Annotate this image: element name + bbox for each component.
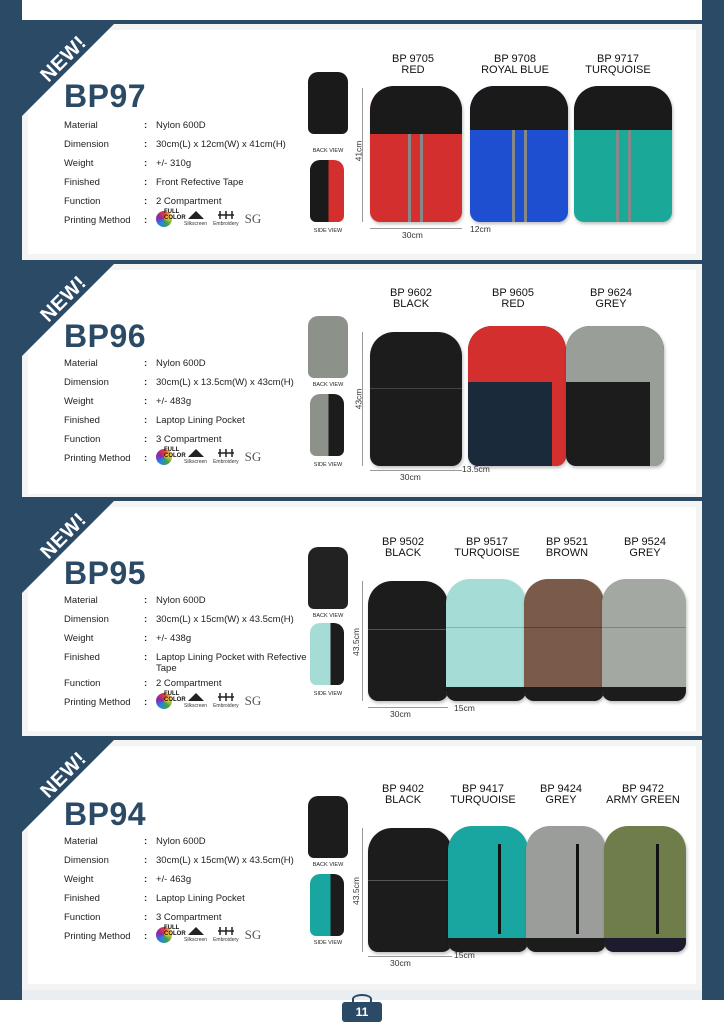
spec-colon: :	[144, 120, 148, 131]
spec-label: Function	[64, 196, 101, 207]
back-view-caption: BACK VIEW	[312, 382, 344, 388]
variant-color-name: GREY	[629, 547, 661, 559]
new-badge: NEW!	[36, 747, 91, 803]
spec-value: +/- 483g	[156, 396, 192, 407]
spec-row-dimension	[64, 614, 324, 633]
spec-colon: :	[144, 697, 148, 708]
spec-label: Material	[64, 595, 98, 606]
silkscreen-label: Silkscreen	[184, 703, 208, 709]
height-dimension: 43.5cm	[350, 877, 361, 905]
embroidery-label: Embroidery	[213, 221, 239, 227]
silkscreen-label: Silkscreen	[184, 459, 208, 465]
spec-colon: :	[144, 874, 148, 885]
full-color-label: FULL COLOR	[164, 209, 186, 221]
spec-row-material	[64, 595, 324, 614]
variant-code: BP 9521	[545, 536, 588, 548]
spec-label: Dimension	[64, 855, 109, 866]
spec-value: Laptop Lining Pocket	[156, 415, 245, 426]
spec-colon: :	[144, 396, 148, 407]
spec-label: Weight	[64, 158, 94, 169]
variant-code: BP 9605	[491, 287, 534, 299]
back-view-thumbnail	[308, 316, 348, 378]
spec-value: 30cm(L) x 12cm(W) x 41cm(H)	[156, 139, 286, 150]
spec-label: Material	[64, 120, 98, 131]
product-panel-bp95	[22, 497, 702, 741]
spec-value: +/- 438g	[156, 633, 192, 644]
spec-colon: :	[144, 893, 148, 904]
spec-colon: :	[144, 358, 148, 369]
spec-colon: :	[144, 453, 148, 464]
height-dimension-line	[362, 828, 363, 952]
spec-colon: :	[144, 415, 148, 426]
silkscreen-label: Silkscreen	[184, 221, 208, 227]
spec-colon: :	[144, 434, 148, 445]
variant-label	[460, 54, 570, 76]
variant-label	[588, 784, 698, 806]
spec-value: Front Refective Tape	[156, 177, 244, 188]
spec-colon: :	[144, 912, 148, 923]
product-panel-bp94	[22, 736, 702, 990]
depth-dimension: 15cm	[454, 703, 475, 713]
back-view-thumbnail	[308, 72, 348, 134]
silkscreen-icon	[184, 209, 207, 227]
width-dimension-line	[368, 707, 448, 708]
variant-color-name: RED	[501, 298, 525, 310]
variant-label	[358, 54, 468, 76]
spec-colon: :	[144, 614, 148, 625]
spec-value: 3 Compartment	[156, 434, 222, 445]
spec-table	[64, 595, 324, 716]
spec-value: +/- 463g	[156, 874, 192, 885]
variant-color-name: ARMY GREEN	[606, 794, 680, 806]
full-color-print-icon	[156, 691, 186, 709]
spec-colon: :	[144, 652, 148, 663]
backpack-image	[368, 828, 452, 952]
page-number: 11	[342, 1002, 382, 1022]
spec-row-material	[64, 836, 324, 855]
backpack-image	[604, 826, 686, 952]
spec-value: 2 Compartment	[156, 678, 222, 689]
variant-color-name: RED	[401, 64, 425, 76]
spec-colon: :	[144, 139, 148, 150]
full-color-print-icon	[156, 925, 186, 943]
height-dimension: 43.5cm	[350, 628, 361, 656]
spec-colon: :	[144, 678, 148, 689]
backpack-image	[370, 332, 462, 466]
side-view-thumbnail	[310, 160, 344, 222]
model-title: BP97	[64, 78, 147, 114]
variant-color-name: TURQUOISE	[450, 794, 516, 806]
width-dimension: 30cm	[390, 958, 411, 968]
side-view-thumbnail	[310, 874, 344, 936]
spec-row-finished	[64, 893, 324, 912]
spec-colon: :	[144, 855, 148, 866]
variant-code: BP 9417	[461, 783, 504, 795]
spec-row-weight	[64, 633, 324, 652]
spec-row-printing	[64, 447, 324, 472]
backpack-image	[566, 326, 664, 466]
width-dimension: 30cm	[402, 230, 423, 240]
printing-methods	[156, 447, 261, 465]
model-title: BP95	[64, 555, 147, 591]
side-view-thumbnail	[310, 394, 344, 456]
full-color-label: FULL COLOR	[164, 925, 186, 937]
variant-code: BP 9424	[539, 783, 582, 795]
depth-dimension: 12cm	[470, 224, 491, 234]
spec-value: +/- 310g	[156, 158, 192, 169]
new-badge: NEW!	[36, 31, 91, 87]
side-view-caption: SIDE VIEW	[313, 462, 343, 468]
back-view-thumbnail	[308, 547, 348, 609]
width-dimension: 30cm	[400, 472, 421, 482]
width-dimension-line	[368, 956, 452, 957]
side-view-caption: SIDE VIEW	[313, 691, 343, 697]
variant-color-name: BROWN	[545, 547, 589, 559]
side-view-caption: SIDE VIEW	[313, 228, 343, 234]
silkscreen-icon	[184, 691, 207, 709]
back-view-caption: BACK VIEW	[312, 613, 344, 619]
width-dimension-line	[370, 470, 462, 471]
variant-code: BP 9517	[465, 536, 508, 548]
variant-code: BP 9717	[596, 53, 639, 65]
spec-colon: :	[144, 633, 148, 644]
sg-logo: SG	[244, 927, 262, 942]
spec-row-finished	[64, 177, 324, 196]
variant-color-name: BLACK	[384, 794, 422, 806]
height-dimension: 43cm	[353, 388, 364, 410]
spec-value: 2 Compartment	[156, 196, 222, 207]
embroidery-icon	[213, 209, 239, 227]
spec-label: Finished	[64, 177, 100, 188]
variant-label	[590, 537, 700, 559]
height-dimension-line	[362, 581, 363, 701]
spec-row-printing	[64, 691, 324, 716]
spec-label: Weight	[64, 874, 94, 885]
backpack-image	[446, 579, 526, 701]
depth-dimension: 15cm	[454, 950, 475, 960]
spec-label: Weight	[64, 633, 94, 644]
backpack-image	[470, 86, 568, 222]
backpack-image	[370, 86, 462, 222]
embroidery-label: Embroidery	[213, 459, 239, 465]
spec-value: Laptop Lining Pocket	[156, 893, 245, 904]
right-border	[702, 0, 724, 1000]
side-view-thumbnail	[310, 623, 344, 685]
side-view-caption: SIDE VIEW	[313, 940, 343, 946]
spec-table	[64, 120, 324, 234]
width-dimension: 30cm	[390, 709, 411, 719]
variant-code: BP 9708	[493, 53, 536, 65]
variant-code: BP 9602	[389, 287, 432, 299]
spec-row-dimension	[64, 855, 324, 874]
page-number-badge	[338, 994, 386, 1022]
spec-value: Nylon 600D	[156, 595, 206, 606]
spec-colon: :	[144, 158, 148, 169]
product-panel-bp96	[22, 260, 702, 504]
backpack-image	[526, 826, 606, 952]
spec-value: Laptop Lining Pocket with Refective Tape	[156, 652, 307, 674]
silkscreen-icon	[184, 447, 207, 465]
spec-row-finished	[64, 415, 324, 434]
spec-row-finished	[64, 652, 324, 678]
spec-colon: :	[144, 836, 148, 847]
backpack-image	[468, 326, 566, 466]
spec-value: 30cm(L) x 15cm(W) x 43.5cm(H)	[156, 855, 294, 866]
height-dimension: 41cm	[353, 140, 364, 162]
variant-label	[356, 288, 466, 310]
back-view-caption: BACK VIEW	[312, 862, 344, 868]
spec-row-printing	[64, 925, 324, 950]
spec-row-weight	[64, 874, 324, 893]
spec-value: 3 Compartment	[156, 912, 222, 923]
spec-value: 30cm(L) x 13.5cm(W) x 43cm(H)	[156, 377, 294, 388]
spec-table	[64, 836, 324, 950]
variant-color-name: GREY	[545, 794, 577, 806]
depth-dimension: 13.5cm	[462, 464, 490, 474]
spec-colon: :	[144, 377, 148, 388]
back-view-thumbnail	[308, 796, 348, 858]
model-title: BP96	[64, 318, 147, 354]
product-panel-bp97	[22, 20, 702, 264]
printing-methods	[156, 691, 261, 709]
sg-logo: SG	[244, 211, 262, 226]
embroidery-icon	[213, 925, 239, 943]
spec-label: Function	[64, 912, 101, 923]
spec-label: Finished	[64, 415, 100, 426]
variant-color-name: TURQUOISE	[585, 64, 651, 76]
variant-color-name: GREY	[595, 298, 627, 310]
backpack-image	[524, 579, 604, 701]
model-title: BP94	[64, 796, 147, 832]
variant-label	[458, 288, 568, 310]
spec-label: Printing Method	[64, 453, 131, 464]
spec-row-dimension	[64, 139, 324, 158]
printing-methods	[156, 209, 261, 227]
printing-methods	[156, 925, 261, 943]
embroidery-label: Embroidery	[213, 703, 239, 709]
variant-code: BP 9472	[621, 783, 664, 795]
spec-value: Nylon 600D	[156, 358, 206, 369]
variant-code: BP 9524	[623, 536, 666, 548]
backpack-image	[368, 581, 448, 701]
spec-label: Weight	[64, 396, 94, 407]
new-badge: NEW!	[36, 271, 91, 327]
spec-label: Finished	[64, 893, 100, 904]
spec-colon: :	[144, 196, 148, 207]
spec-label: Function	[64, 678, 101, 689]
spec-value: Nylon 600D	[156, 836, 206, 847]
spec-colon: :	[144, 177, 148, 188]
silkscreen-label: Silkscreen	[184, 937, 208, 943]
variant-color-name: TURQUOISE	[454, 547, 520, 559]
embroidery-icon	[213, 691, 239, 709]
variant-code: BP 9402	[381, 783, 424, 795]
new-badge: NEW!	[36, 508, 91, 564]
sg-logo: SG	[244, 693, 262, 708]
spec-label: Dimension	[64, 139, 109, 150]
backpack-image	[574, 86, 672, 222]
variant-code: BP 9502	[381, 536, 424, 548]
spec-row-printing	[64, 209, 324, 234]
spec-colon: :	[144, 931, 148, 942]
spec-row-material	[64, 358, 324, 377]
spec-table	[64, 358, 324, 472]
left-border	[0, 0, 22, 1000]
spec-value: Nylon 600D	[156, 120, 206, 131]
full-color-label: FULL COLOR	[164, 447, 186, 459]
spec-label: Material	[64, 358, 98, 369]
spec-value: 30cm(L) x 15cm(W) x 43.5cm(H)	[156, 614, 294, 625]
spec-row-material	[64, 120, 324, 139]
spec-label: Dimension	[64, 614, 109, 625]
spec-row-weight	[64, 396, 324, 415]
variant-label	[556, 288, 666, 310]
spec-label: Printing Method	[64, 697, 131, 708]
spec-label: Dimension	[64, 377, 109, 388]
spec-label: Printing Method	[64, 215, 131, 226]
variant-color-name: BLACK	[384, 547, 422, 559]
variant-label	[563, 54, 673, 76]
backpack-image	[602, 579, 686, 701]
back-view-caption: BACK VIEW	[312, 148, 344, 154]
full-color-label: FULL COLOR	[164, 691, 186, 703]
backpack-image	[448, 826, 528, 952]
spec-colon: :	[144, 595, 148, 606]
spec-row-weight	[64, 158, 324, 177]
embroidery-icon	[213, 447, 239, 465]
sg-logo: SG	[244, 449, 262, 464]
spec-label: Material	[64, 836, 98, 847]
spec-label: Finished	[64, 652, 100, 663]
embroidery-label: Embroidery	[213, 937, 239, 943]
variant-color-name: ROYAL BLUE	[481, 64, 549, 76]
variant-code: BP 9624	[589, 287, 632, 299]
spec-label: Printing Method	[64, 931, 131, 942]
silkscreen-icon	[184, 925, 207, 943]
full-color-print-icon	[156, 447, 186, 465]
variant-code: BP 9705	[391, 53, 434, 65]
variant-color-name: BLACK	[392, 298, 430, 310]
width-dimension-line	[370, 228, 462, 229]
spec-label: Function	[64, 434, 101, 445]
spec-row-dimension	[64, 377, 324, 396]
full-color-print-icon	[156, 209, 186, 227]
spec-colon: :	[144, 215, 148, 226]
